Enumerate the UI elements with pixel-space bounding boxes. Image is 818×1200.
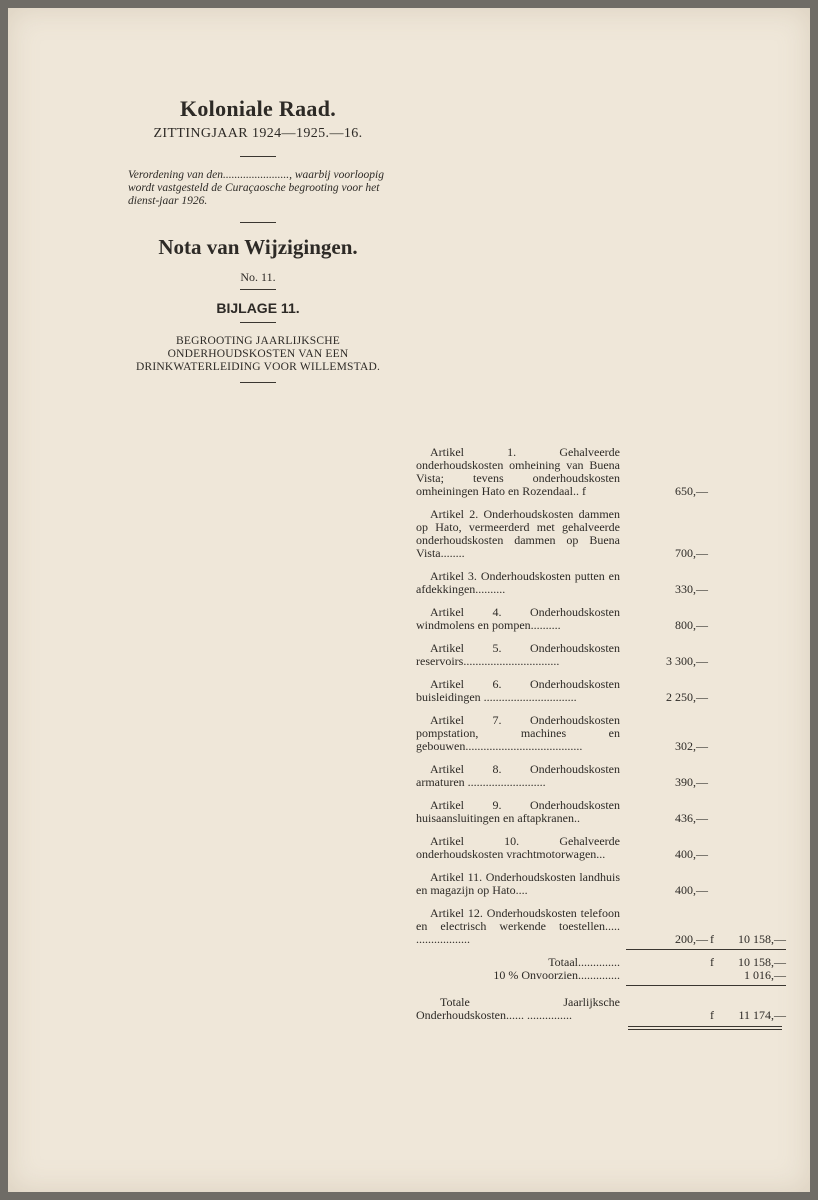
currency-mark: f xyxy=(710,955,714,969)
article-text: Artikel 11. Onderhoudskosten landhuis en magazijn op Hato.... xyxy=(416,870,620,897)
divider xyxy=(240,156,276,157)
article-text: Artikel 9. Onderhoudskosten huisaansluitingen en aftapkranen.. xyxy=(416,798,620,825)
nota-number: No. 11. xyxy=(240,270,276,284)
article-item xyxy=(416,763,796,789)
article-text: Artikel 5. Onderhoudskosten reservoirs................................ xyxy=(416,641,620,668)
article-text: Artikel 1. Gehalveerde onderhoudskosten omheining van Buena Vista; tevens onderhoudskosten omheiningen Hato en Rozendaal.. f xyxy=(416,445,620,498)
document-header xyxy=(108,96,408,383)
appendix-description: BEGROOTING JAARLIJKSCHE ONDERHOUDSKOSTEN VAN EEN DRINKWATERLEIDING VOOR WILLEMSTAD. xyxy=(135,335,381,373)
article-text: Artikel 4. Onderhoudskosten windmolens en pompen.......... xyxy=(416,605,620,632)
article-amount: 200,— xyxy=(675,932,708,946)
article-amount: 436,— xyxy=(675,811,708,825)
divider xyxy=(240,382,276,383)
article-text: Artikel 6. Onderhoudskosten buisleidingen ............................... xyxy=(416,677,620,704)
article-text: Artikel 7. Onderhoudskosten pompstation, machines en gebouwen....................................... xyxy=(416,713,620,753)
article-item xyxy=(416,570,796,596)
article-amount: 700,— xyxy=(675,546,708,560)
double-rule-row xyxy=(416,1022,796,1034)
currency-mark: f xyxy=(710,932,714,946)
session-line: ZITTINGJAAR 1924—1925.—16. xyxy=(153,126,363,141)
article-item xyxy=(416,678,796,704)
divider xyxy=(240,222,276,223)
grand-total-label: Totale Jaarlijksche Onderhoudskosten...... ............... xyxy=(416,995,620,1022)
document-page xyxy=(8,8,810,1192)
article-text: Artikel 2. Onderhoudskosten dammen op Hato, vermeerderd met gehalveerde onderhoudskosten dammen op Buena Vista........ xyxy=(416,507,620,560)
contingency-value: 1 016,— xyxy=(744,968,786,982)
contingency-label: 10 % Onvoorzien.............. xyxy=(493,968,620,982)
contingency-row xyxy=(416,969,796,982)
total-value: 10 158,— xyxy=(738,955,786,969)
article-item xyxy=(416,446,796,498)
article-amount: 302,— xyxy=(675,739,708,753)
budget-articles xyxy=(416,446,796,1034)
divider xyxy=(240,289,276,290)
double-rule xyxy=(628,1026,782,1030)
article-item xyxy=(416,714,796,753)
document-title: Koloniale Raad. xyxy=(179,96,337,121)
article-item xyxy=(416,835,796,861)
article-amount: 650,— xyxy=(675,484,708,498)
article-text: Artikel 3. Onderhoudskosten putten en afdekkingen.......... xyxy=(416,569,620,596)
nota-title: Nota van Wijzigingen. xyxy=(158,235,358,259)
article-item xyxy=(416,907,796,946)
article-item xyxy=(416,606,796,632)
article-amount: 390,— xyxy=(675,775,708,789)
grand-total-row xyxy=(416,996,796,1022)
article-amount: 330,— xyxy=(675,582,708,596)
article-item xyxy=(416,871,796,897)
article-subtotal: 10 158,— xyxy=(738,932,786,946)
article-item xyxy=(416,508,796,560)
divider xyxy=(240,322,276,323)
article-amount: 800,— xyxy=(675,618,708,632)
divider xyxy=(626,949,786,950)
article-amount: 400,— xyxy=(675,883,708,897)
currency-mark: f xyxy=(710,1008,714,1022)
article-amount: 2 250,— xyxy=(666,690,708,704)
article-item xyxy=(416,642,796,668)
grand-total-value: 11 174,— xyxy=(738,1008,786,1022)
article-amount: 400,— xyxy=(675,847,708,861)
divider xyxy=(626,985,786,986)
article-item xyxy=(416,799,796,825)
article-text: Artikel 12. Onderhoudskosten telefoon en electrisch werkende toestellen..... .................. xyxy=(416,906,620,946)
article-amount: 3 300,— xyxy=(666,654,708,668)
divider xyxy=(416,982,796,992)
article-text: Artikel 10. Gehalveerde onderhoudskosten vrachtmotorwagen... xyxy=(416,834,620,861)
total-label: Totaal.............. xyxy=(548,955,620,969)
appendix-title: BIJLAGE 11. xyxy=(216,300,300,316)
regulation-intro: Verordening van den......................., waarbij voorloopig wordt vastgesteld de Curaçaosche begrooting voor het dienst-jaar 1926. xyxy=(128,169,384,207)
article-text: Artikel 8. Onderhoudskosten armaturen .......................... xyxy=(416,762,620,789)
